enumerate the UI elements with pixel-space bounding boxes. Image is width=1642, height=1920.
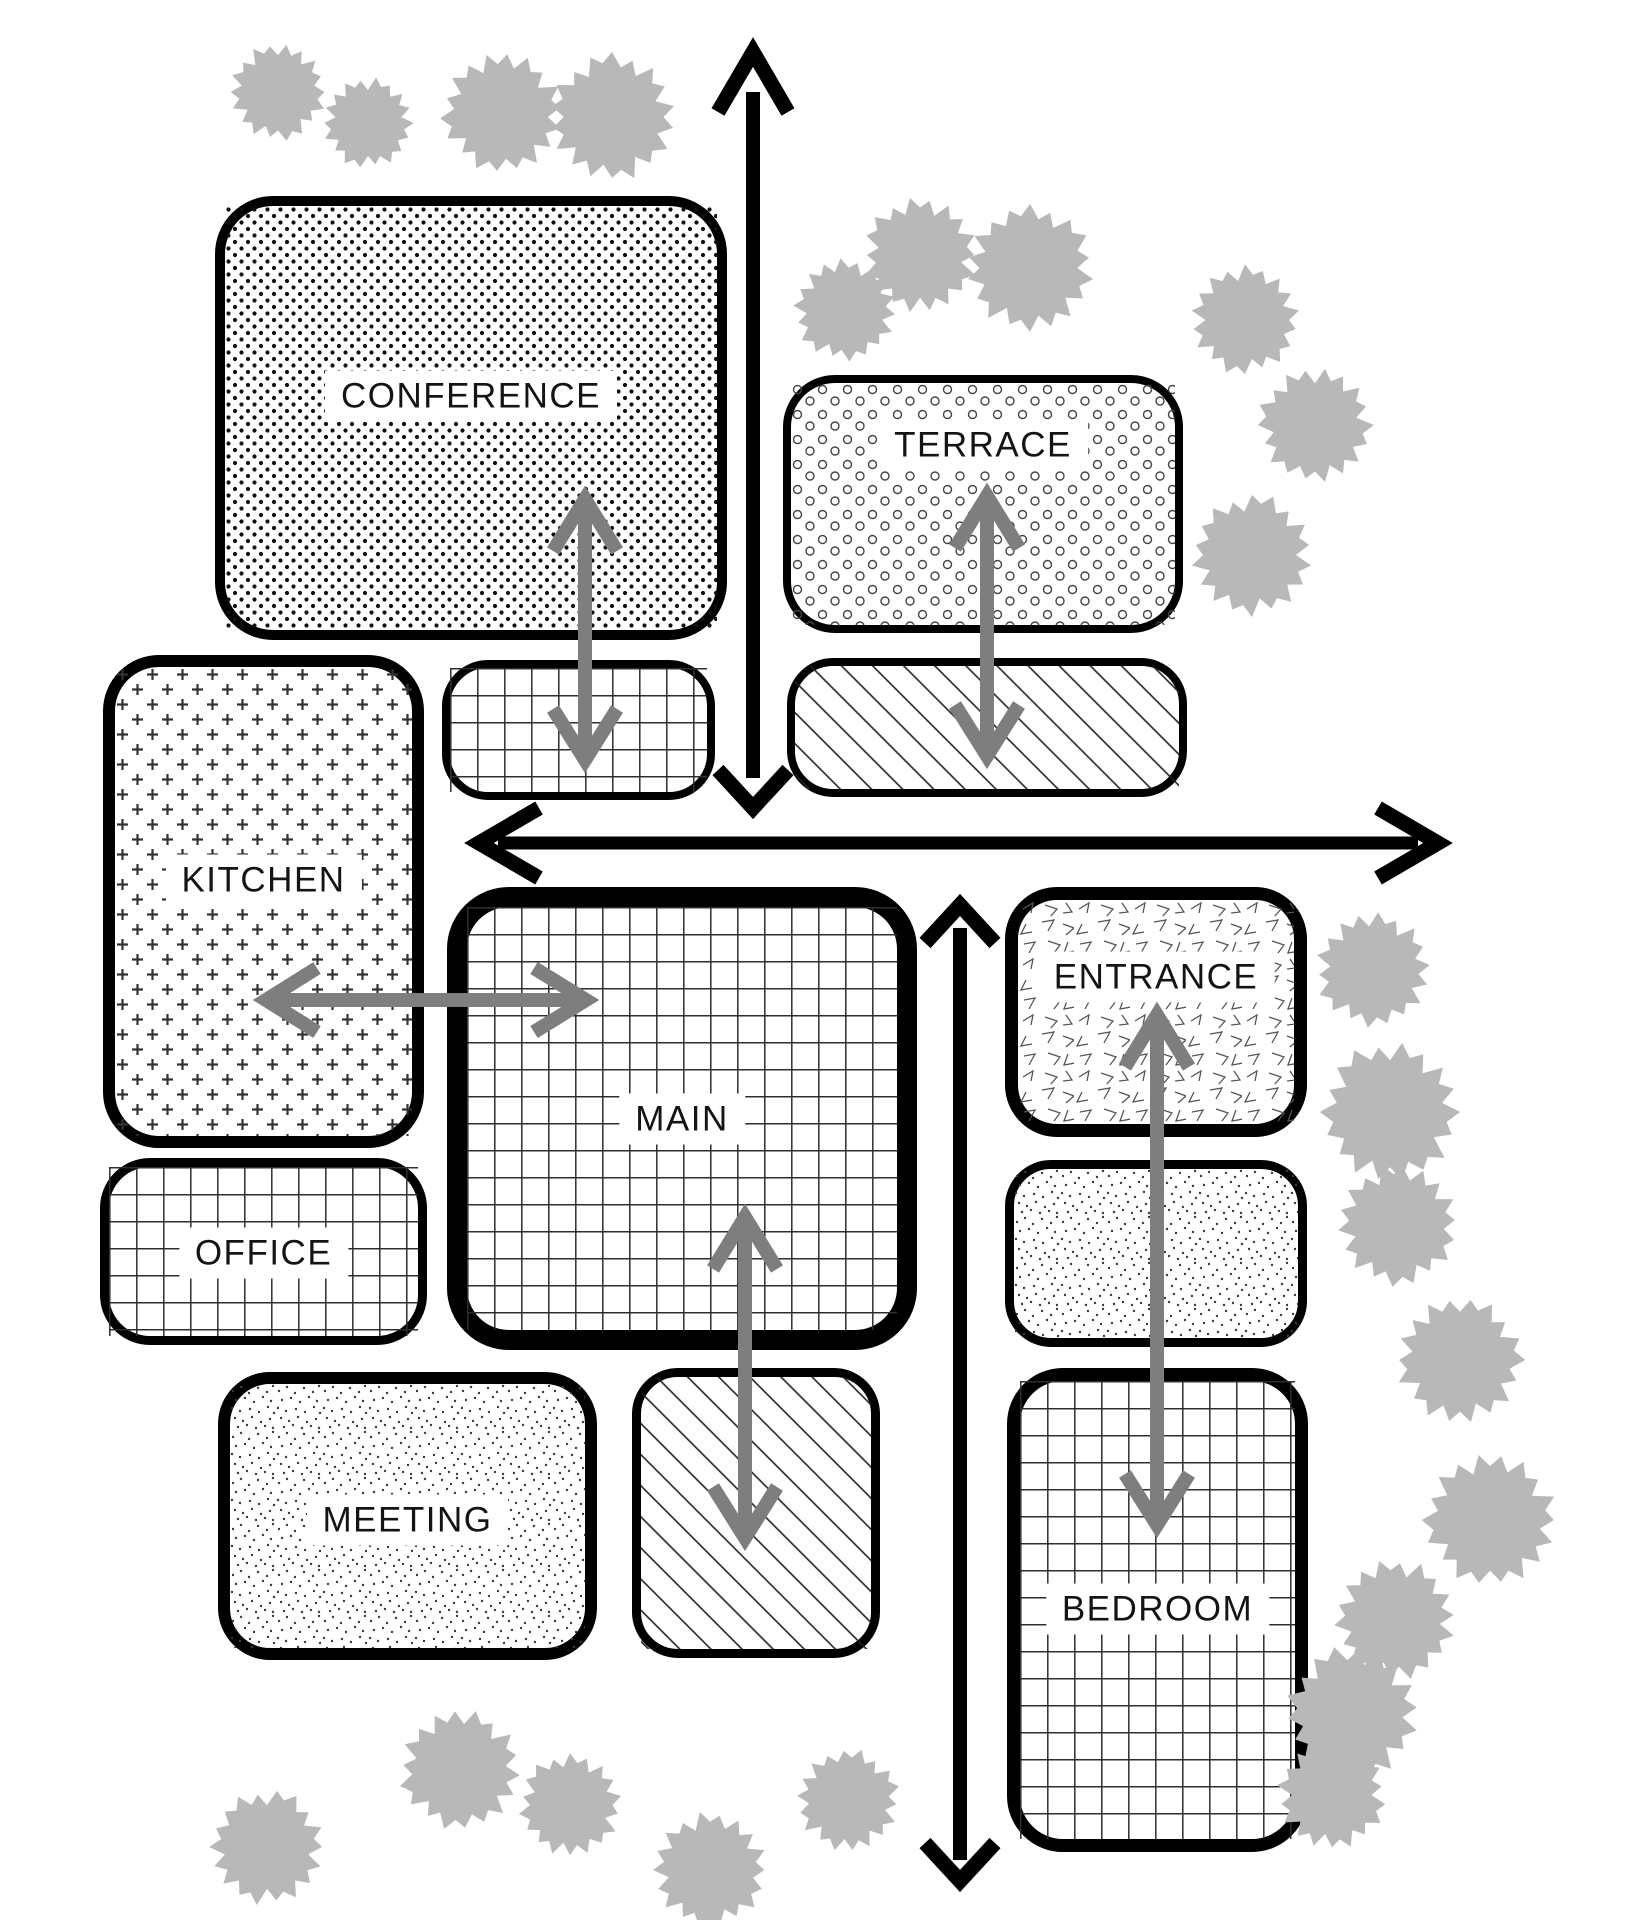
- room-label-main: MAIN: [619, 1094, 745, 1145]
- connector-arrow-entrance-bedroom: [1125, 1015, 1189, 1525]
- axis-arrow-horizontal: [479, 808, 1438, 878]
- room-label-bedroom: BEDROOM: [1046, 1584, 1269, 1635]
- room-label-office: OFFICE: [179, 1228, 348, 1279]
- room-label-meeting: MEETING: [307, 1495, 509, 1546]
- room-label-entrance: ENTRANCE: [1038, 952, 1275, 1003]
- axis-arrow-vertical-south: [925, 905, 995, 1881]
- connector-arrow-conference-annex: [553, 499, 617, 760]
- connector-arrow-terrace-annex: [955, 496, 1019, 756]
- room-label-kitchen: KITCHEN: [165, 855, 361, 906]
- connector-arrow-main-annex: [713, 1217, 777, 1538]
- room-label-terrace: TERRACE: [878, 420, 1088, 471]
- axis-arrow-vertical-north: [718, 52, 788, 808]
- connector-arrow-kitchen-main: [266, 968, 586, 1032]
- room-label-conference: CONFERENCE: [325, 371, 617, 422]
